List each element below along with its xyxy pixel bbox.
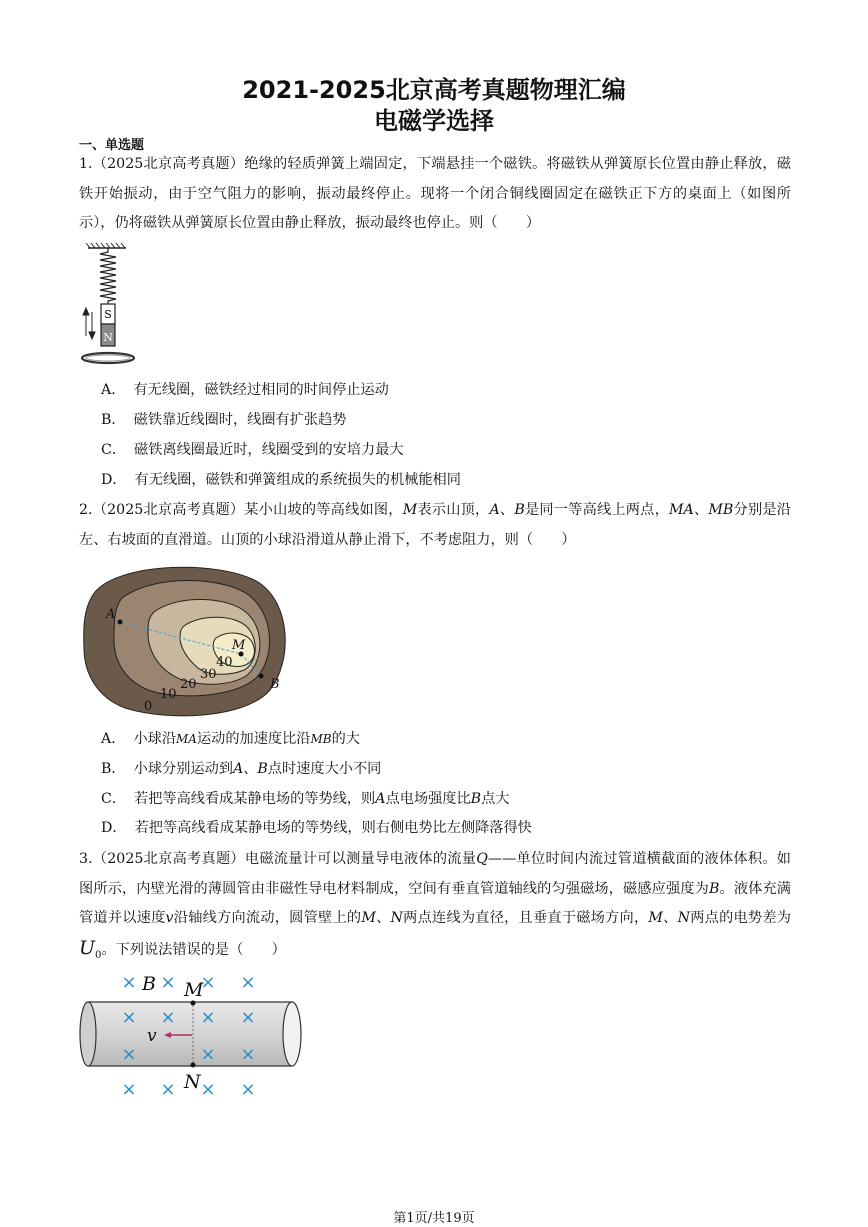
field-cross-icon: × xyxy=(240,972,256,993)
field-cross-icon: × xyxy=(160,1007,176,1028)
spring-magnet-figure xyxy=(78,242,142,370)
page-subtitle: 电磁学选择 xyxy=(374,107,494,135)
question-2-text: 2.（2025北京高考真题）某小山坡的等高线如图，M表示山顶，A、B是同一等高线上两点，MA、MB分别是沿左、右坡面的直滑道。山顶的小球沿滑道从静止滑下，不考虑阻力，则（ ） xyxy=(79,502,791,548)
q2-option-c[interactable]: C． 若把等高线看成某静电场的等势线，则A点电场强度比B点大 xyxy=(101,791,510,807)
point-b-label: B xyxy=(270,677,280,692)
velocity-v-label: v xyxy=(147,1026,157,1046)
field-cross-icon: × xyxy=(200,1044,216,1065)
field-cross-icon: × xyxy=(160,972,176,993)
question-3-text: 3.（2025北京高考真题）电磁流量计可以测量导电液体的流量Q——单位时间内流过管道横截面的液体体积。如图所示，内壁光滑的薄圆管由非磁性导电材料制成，空间有垂直管道轴线的匀强磁场，磁感应强度为B。液体充满管道并以速度v沿轴线方向流动，圆管壁上的M、N两点连线为直径，且垂直于磁场方向，M、N两点的电势差为$U_0$。下列说法错误的是（ ） xyxy=(79,851,791,961)
page-title: 2021-2025北京高考真题物理汇编 xyxy=(242,76,626,104)
field-cross-icon: × xyxy=(160,1079,176,1100)
page-footer: 第1页/共19页 xyxy=(393,1211,475,1226)
q2-option-b[interactable]: B． 小球分别运动到A、B点时速度大小不同 xyxy=(101,761,382,777)
q2-option-a[interactable]: A． 小球沿MA运动的加速度比沿MB的大 xyxy=(101,731,360,747)
flow-meter-figure xyxy=(78,968,308,1100)
q2-option-d[interactable]: D． 若把等高线看成某静电场的等势线，则右侧电势比左侧降落得快 xyxy=(101,820,532,836)
point-m-label: M xyxy=(232,638,246,653)
field-cross-icon: × xyxy=(200,1007,216,1028)
q1-option-c[interactable]: C． 磁铁离线圈最近时，线圈受到的安培力最大 xyxy=(101,442,404,458)
field-cross-icon: × xyxy=(240,1007,256,1028)
point-a-label: A xyxy=(106,607,116,622)
field-cross-icon: × xyxy=(121,1044,137,1065)
q1-option-a[interactable]: A． 有无线圈，磁铁经过相同的时间停止运动 xyxy=(101,382,389,398)
contour-0-label: 0 xyxy=(144,699,153,714)
point-n-label: N xyxy=(184,1071,201,1093)
field-b-label: B xyxy=(142,973,156,995)
up-down-arrows-icon xyxy=(83,308,95,339)
magnet-n-label: N xyxy=(103,331,113,344)
field-cross-icon: × xyxy=(240,1079,256,1100)
question-1-text: 1.（2025北京高考真题）绝缘的轻质弹簧上端固定，下端悬挂一个磁铁。将磁铁从弹簧原长位置由静止释放，磁铁开始振动，由于空气阻力的影响，振动最终停止。现将一个闭合铜线圈固定在磁铁正下方的桌面上（如图所示），仍将磁铁从弹簧原长位置由静止释放，振动最终也停止。则（ ） xyxy=(79,156,791,231)
field-cross-icon: × xyxy=(121,1007,137,1028)
contour-10-label: 10 xyxy=(160,687,177,702)
contour-20-label: 20 xyxy=(180,677,197,692)
field-cross-icon: × xyxy=(121,972,137,993)
field-cross-icon: × xyxy=(200,972,216,993)
contour-30-label: 30 xyxy=(200,667,217,682)
field-cross-icon: × xyxy=(240,1044,256,1065)
field-cross-icon: × xyxy=(121,1079,137,1100)
section-heading: 一、单选题 xyxy=(79,138,145,153)
contour-map-figure xyxy=(80,562,300,720)
point-m-label: M xyxy=(184,979,204,1001)
contour-40-label: 40 xyxy=(216,655,233,670)
q1-option-d[interactable]: D． 有无线圈，磁铁和弹簧组成的系统损失的机械能相同 xyxy=(101,472,461,488)
field-cross-icon: × xyxy=(200,1079,216,1100)
q1-option-b[interactable]: B． 磁铁靠近线圈时，线圈有扩张趋势 xyxy=(101,412,347,428)
magnet-s-label: S xyxy=(104,308,112,321)
